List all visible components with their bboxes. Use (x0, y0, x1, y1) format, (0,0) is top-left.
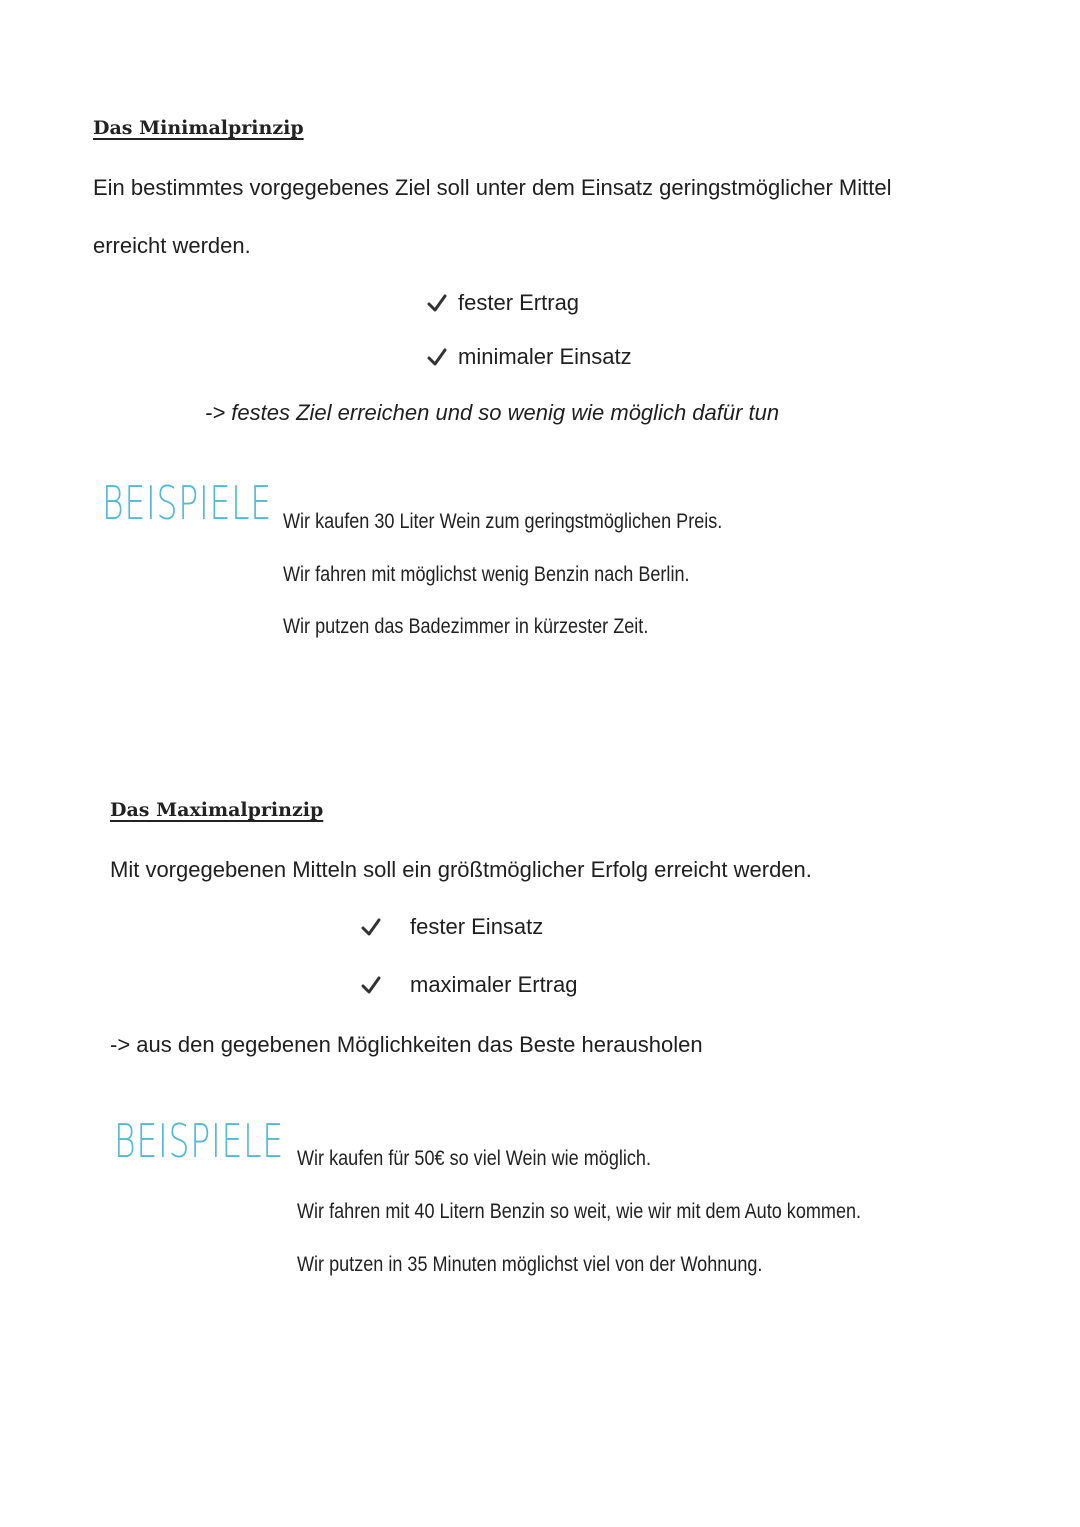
maximal-check-item-1 (360, 914, 543, 940)
minimal-check-item-1 (426, 290, 579, 316)
maximal-check-item-2 (360, 972, 577, 998)
maximal-example-3: Wir putzen in 35 Minuten möglichst viel von der Wohnung. (297, 1253, 763, 1276)
maximal-example-1: Wir kaufen für 50€ so viel Wein wie möglich. (297, 1147, 651, 1170)
minimal-check-item-2 (426, 344, 632, 370)
minimal-check-label-2: minimaler Einsatz (458, 344, 632, 369)
maximal-definition: Mit vorgegebenen Mitteln soll ein größtmöglicher Erfolg erreicht werden. (110, 857, 812, 882)
maximal-conclusion: -> aus den gegebenen Möglichkeiten das Beste herausholen (110, 1032, 703, 1057)
checkmark-icon (426, 346, 448, 368)
checkmark-icon (360, 916, 382, 938)
minimal-heading: Das Minimalprinzip (93, 117, 304, 139)
minimal-example-1: Wir kaufen 30 Liter Wein zum geringstmöglichen Preis. (283, 510, 723, 533)
maximal-example-2: Wir fahren mit 40 Litern Benzin so weit, wie wir mit dem Auto kommen. (297, 1200, 862, 1223)
maximal-heading: Das Maximalprinzip (110, 799, 324, 821)
minimal-check-label-1: fester Ertrag (458, 290, 580, 315)
maximal-check-label-2: maximaler Ertrag (410, 972, 578, 997)
minimal-example-2: Wir fahren mit möglichst wenig Benzin nach Berlin. (283, 563, 690, 586)
minimal-definition-line2: erreicht werden. (93, 233, 251, 258)
minimal-definition-line1: Ein bestimmtes vorgegebenes Ziel soll unter dem Einsatz geringstmöglicher Mittel (93, 175, 892, 200)
minimal-conclusion: -> festes Ziel erreichen und so wenig wie möglich dafür tun (205, 400, 780, 425)
minimal-examples-label: BEISPIELE (102, 476, 272, 530)
maximal-check-label-1: fester Einsatz (410, 914, 544, 939)
checkmark-icon (360, 974, 382, 996)
maximal-examples-label: BEISPIELE (114, 1114, 284, 1168)
checkmark-icon (426, 292, 448, 314)
minimal-example-3: Wir putzen das Badezimmer in kürzester Zeit. (283, 615, 649, 638)
